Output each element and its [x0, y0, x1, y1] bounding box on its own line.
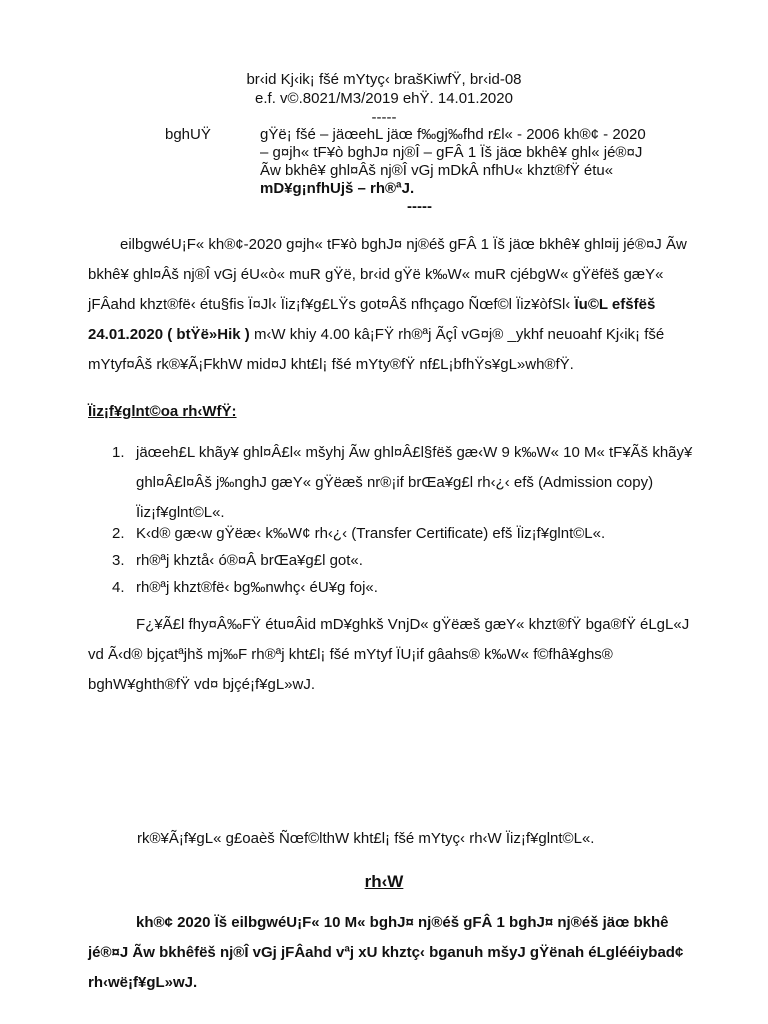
list-item-number: 3. [112, 552, 125, 569]
list-item [112, 438, 712, 528]
para1-line-3a: jFÂahd khzt®fë‹ étu§fis Ï¤Jl‹ Ïiz¡f¥g£LŸs got¤Âš nfhçago Ñœf©l Ïiz¥òfSl‹ [88, 296, 571, 313]
certificate-line-2: jé®¤J Ãw bkhêfëš nj®Î vGj jFÂahd vªj xU khztç‹ bganuh mšyJ gŸënah éLglééiybad¢ [88, 944, 684, 961]
para2-line-1: F¿¥Ã£l fhy¤Â‰FŸ étu¤Âid mD¥ghkš VnjD« gŸëæš gæY« khzt®fŸ bga®fŸ éLgL«J [136, 616, 690, 633]
certificate-heading: rh‹W [364, 872, 404, 891]
list-item-line: ghl¤Â£l¤Âš j‰nghJ gæY« gŸëæš nr®¡if brŒa¥g£l rh‹¿‹ efš (Admission copy) [136, 474, 654, 491]
para1-copies: Ïu©L efšfëš [574, 296, 656, 313]
certificate-line-1: kh®¢ 2020 Ïš eilbgwéU¡F« 10 M« bghJ¤ nj®éš gFÂ 1 bghJ¤ nj®éš jäœ bkhê [136, 914, 669, 931]
list-item-number: 2. [112, 525, 125, 542]
subject-line-4: mD¥g¡nfhUjš – rh®ªJ. [260, 180, 415, 197]
list-item-text [136, 438, 712, 528]
para1-line-4a: m‹W khiy 4.00 kâ¡FŸ rh®ªj ÃçÎ vG¤j® _ykhf neuoahf Kj‹ik¡ fšé [253, 326, 665, 343]
para2-line-3: bghW¥ghth®fŸ vd¤ bjçé¡f¥gL»wJ. [88, 676, 316, 693]
subject-label: bghUŸ [165, 126, 211, 143]
certificate-line-3: rh‹wë¡f¥gL»wJ. [88, 974, 198, 991]
para1-line-4 [88, 320, 708, 350]
list-item-line: rh®ªj khztå‹ ó®¤Â brŒa¥g£l got«. [136, 552, 363, 569]
header-ref-line: e.f. v©.8021/M3/2019 ehŸ. 14.01.2020 [255, 90, 513, 107]
para1-line-2: bkhê¥ ghl¤Âš nj®Î vGj éU«ò« muR gŸë, br‹id gŸë k‰W« muR cjébgW« gŸëfëš gæY« [88, 266, 664, 283]
para1-deadline: 24.01.2020 ( btŸë»Hik ) [88, 326, 250, 343]
certificate-paragraph [88, 908, 708, 998]
header-office-line: br‹id Kj‹ik¡ fšé mYtyç‹ brašKiwfŸ, br‹id-08 [246, 71, 522, 88]
list-item-line: K‹d® gæ‹w gŸëæ‹ k‰W¢ rh‹¿‹ (Transfer Certificate) efš Ïiz¡f¥glnt©L«. [136, 525, 606, 542]
subject-line-2: – g¤jh« tF¥ò bghJ¤ nj®Î – gFÂ 1 Ïš jäœ bkhê¥ ghl« jé®¤J [260, 144, 643, 161]
list-item-line: Ïiz¡f¥glnt©L«. [136, 504, 225, 521]
attachments-heading: Ïiz¡f¥glnt©oa rh‹WfŸ: [88, 403, 237, 420]
list-item-line: jäœeh£L khãy¥ ghl¤Â£l« mšyhj Ãw ghl¤Â£l§fëš gæ‹W 9 k‰W« 10 M« tF¥Ãš khãy¥ [136, 444, 693, 461]
subject-dashes: ----- [407, 198, 432, 215]
subject-block [260, 126, 660, 198]
closing-line: rk®¥Ã¡f¥gL« g£oaèš Ñœf©lthW kht£l¡ fšé mYtyç‹ rh‹W Ïiz¡f¥glnt©L«. [137, 830, 595, 847]
list-item-number: 4. [112, 579, 125, 596]
instruction-paragraph [88, 230, 708, 380]
list-item-line: rh®ªj khzt®fë‹ bg‰nwhç‹ éU¥g foj«. [136, 579, 378, 596]
subject-line-3: Ãw bkhê¥ ghl¤Âš nj®Î vGj mDkÂ nfhU« khzt®fŸ étu« [260, 162, 614, 179]
para2-line-2: vd Ã‹d® bjçatªjhš mj‰F rh®ªj kht£l¡ fšé mYtyf ÏU¡if gâahs® k‰W« f©fhâ¥ghs® [88, 646, 613, 663]
office-header [0, 70, 768, 127]
warning-paragraph [88, 610, 708, 700]
subject-line-1: gŸë¡ fšé – jäœehL jäœ f‰gj‰fhd r£l« - 2006 kh®¢ - 2020 [260, 126, 646, 143]
para1-line-1: eilbgwéU¡F« kh®¢-2020 g¤jh« tF¥ò bghJ¤ nj®éš gFÂ 1 Ïš jäœ bkhê¥ ghl¤ij jé®¤J Ãw [120, 236, 687, 253]
para1-line-3 [88, 290, 708, 320]
list-item-number: 1. [112, 444, 125, 461]
header-dashes: ----- [371, 109, 397, 126]
para1-line-5: mYtyf¤Âš rk®¥Ã¡FkhW mid¤J kht£l¡ fšé mYty®fŸ nf£L¡bfhŸs¥gL»wh®fŸ. [88, 356, 574, 373]
